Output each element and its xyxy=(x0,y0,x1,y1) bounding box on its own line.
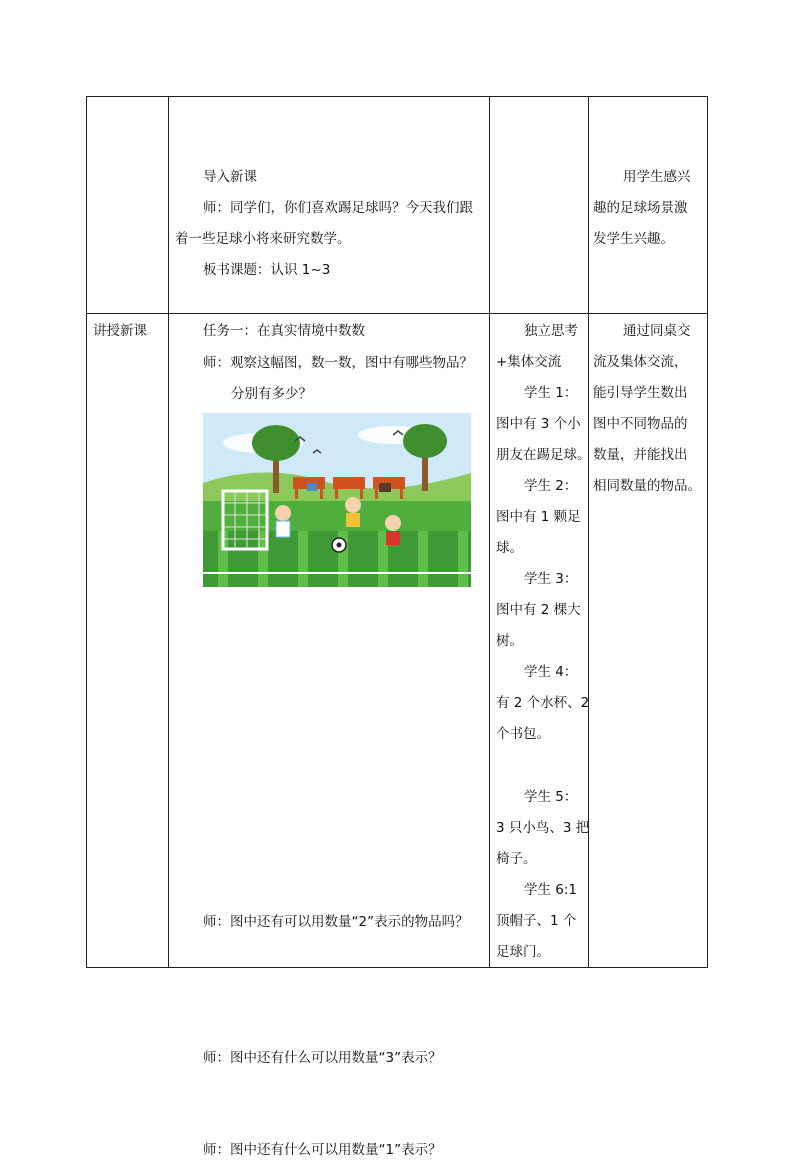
teacher-question: 师：图中还有什么可以用数量“3”表示？ xyxy=(203,1050,442,1066)
student-activity-cell xyxy=(490,314,589,968)
student-answer: 球。 xyxy=(496,540,523,556)
intent-line: 图中不同物品的 xyxy=(593,416,688,432)
intent-cell-intro xyxy=(589,97,708,314)
teacher-question: 师：观察这幅图，数一数，图中有哪些物品？ xyxy=(203,355,473,371)
student-answer: 图中有 2 棵大 xyxy=(496,602,581,618)
table-row xyxy=(87,97,708,314)
task-title: 任务一：在真实情境中数数 xyxy=(203,323,365,339)
intro-heading: 导入新课 xyxy=(203,169,257,185)
stage-cell xyxy=(87,314,169,968)
student-label: 学生 4： xyxy=(524,664,578,680)
intent-line: 相同数量的物品。 xyxy=(593,478,701,494)
student-answer: 图中有 3 个小 xyxy=(496,416,581,432)
student-answer: 有 2 个水杯、2 xyxy=(496,695,590,711)
intent-line: 发学生兴趣。 xyxy=(593,231,674,247)
student-answer: 朋友在踢足球。 xyxy=(496,447,591,463)
student-label: 学生 6:1 xyxy=(524,882,578,898)
intent-line: 通过同桌交 xyxy=(623,323,691,339)
student-answer: 个书包。 xyxy=(496,726,550,742)
teacher-question: 分别有多少？ xyxy=(231,386,312,402)
teacher-line: 师：同学们，你们喜欢踢足球吗？今天我们跟 xyxy=(203,200,473,216)
intent-line: 趣的足球场景激 xyxy=(593,200,688,216)
student-label: 学生 5： xyxy=(524,789,578,805)
student-label: 学生 3： xyxy=(524,571,578,587)
lesson-plan-table xyxy=(86,96,708,1158)
student-line: +集体交流 xyxy=(496,354,562,370)
intent-line: 流及集体交流， xyxy=(593,354,688,370)
student-answer: 椅子。 xyxy=(496,851,537,867)
activity-cell-intro xyxy=(169,97,490,314)
student-answer: 树。 xyxy=(496,633,523,649)
intent-line: 能引导学生数出 xyxy=(593,385,688,401)
student-answer: 图中有 1 颗足 xyxy=(496,509,581,525)
student-cell-empty xyxy=(490,97,589,314)
student-line: 独立思考 xyxy=(524,323,578,339)
intent-line: 数量，并能找出 xyxy=(593,447,688,463)
stage-cell-empty xyxy=(87,97,169,314)
stage-label: 讲授新课 xyxy=(93,323,147,339)
teacher-line: 着一些足球小将来研究数学。 xyxy=(175,231,351,247)
activity-cell-teaching xyxy=(169,314,490,1158)
football-scene-illustration xyxy=(203,413,471,587)
teacher-question: 师：图中还有可以用数量“2”表示的物品吗？ xyxy=(203,914,469,930)
student-answer: 3 只小鸟、3 把 xyxy=(496,820,590,836)
board-title: 板书课题：认识 1~3 xyxy=(203,262,331,278)
intent-line: 用学生感兴 xyxy=(623,169,691,185)
student-answer: 顶帽子、1 个 xyxy=(496,913,577,929)
student-label: 学生 2： xyxy=(524,478,578,494)
teacher-question: 师：图中还有什么可以用数量“1”表示？ xyxy=(203,1142,442,1158)
table-row xyxy=(87,314,708,968)
intent-cell-teaching xyxy=(589,314,708,968)
student-label: 学生 1： xyxy=(524,385,578,401)
student-answer: 足球门。 xyxy=(496,944,550,960)
